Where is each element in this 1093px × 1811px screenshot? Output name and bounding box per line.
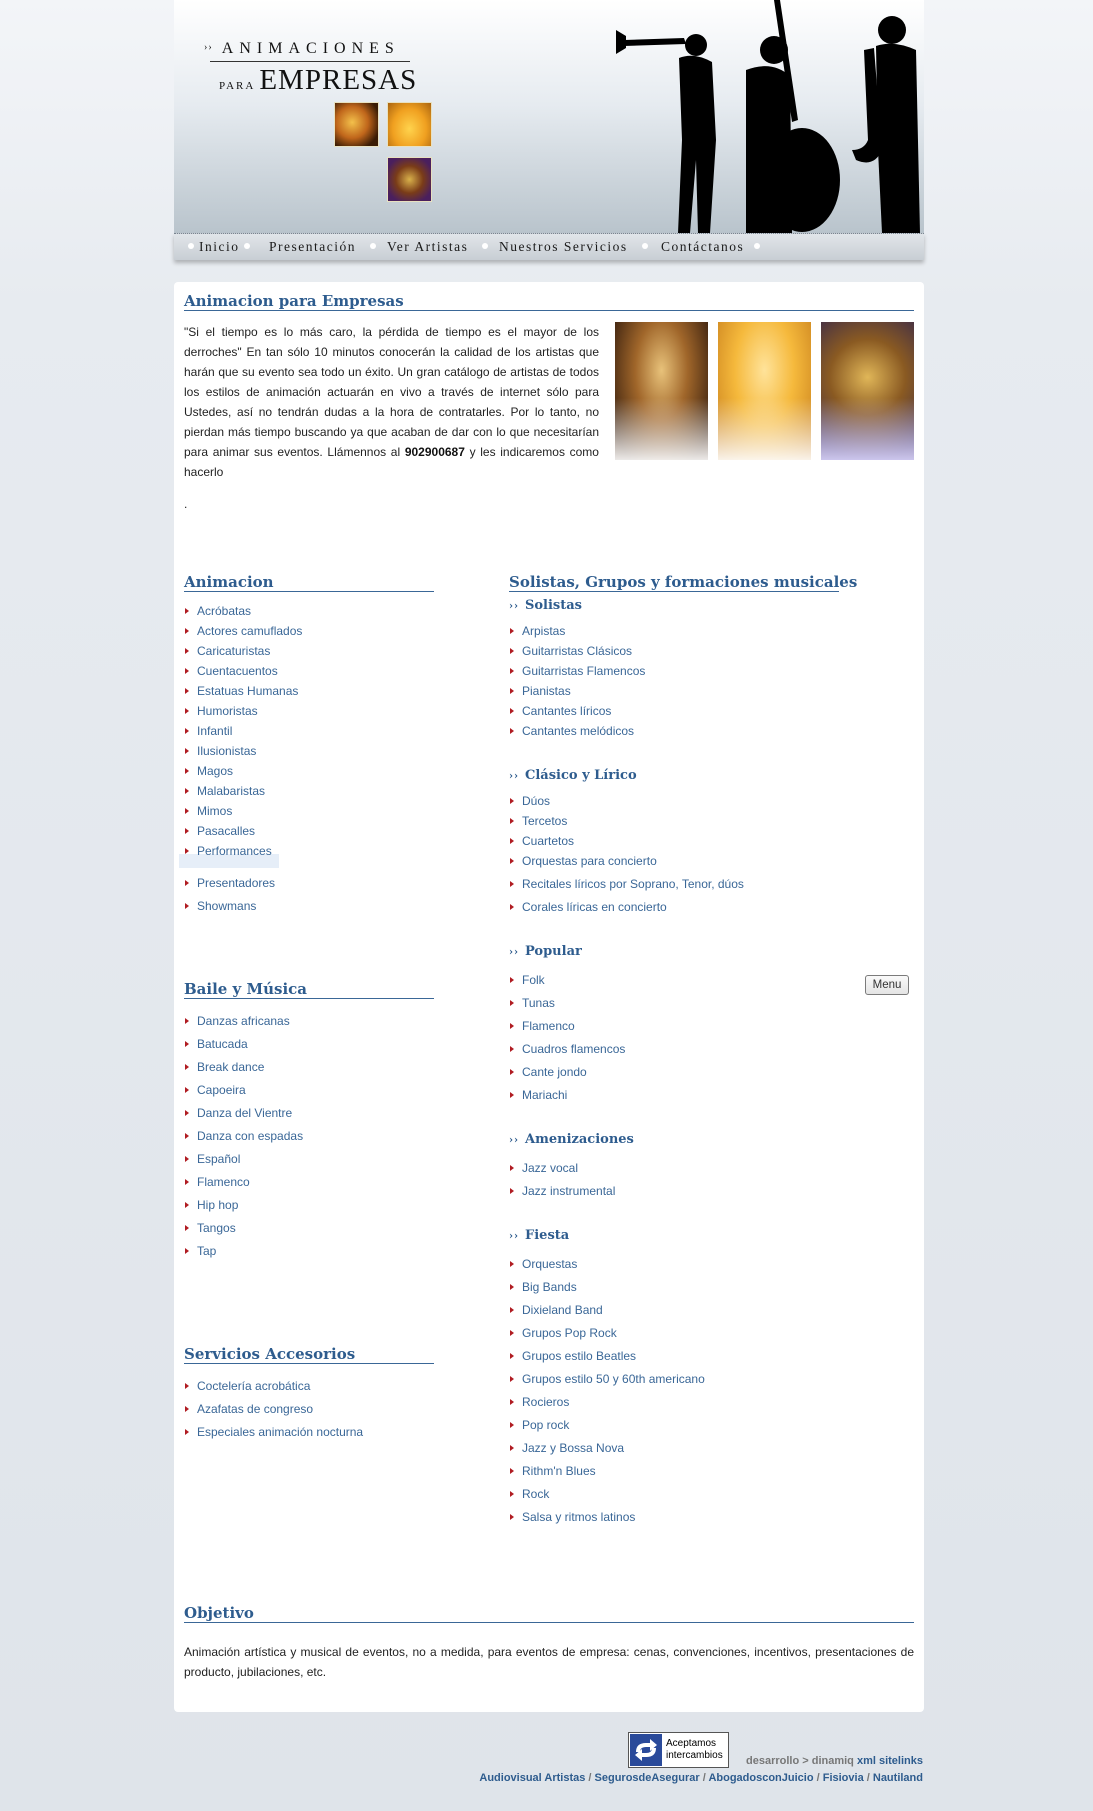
clasico-list (509, 794, 744, 923)
content-panel (174, 282, 924, 1712)
nav-presentacion[interactable]: Presentación (269, 239, 356, 254)
list-item[interactable]: Danza con espadas (184, 1129, 303, 1152)
animacion-title: Animacion (184, 573, 274, 591)
desarrollo-link[interactable]: desarrollo > dinamiq (746, 1755, 854, 1767)
list-item[interactable]: Cante jondo (509, 1065, 625, 1088)
servicios-list (184, 1379, 363, 1448)
list-item[interactable]: Pianistas (509, 684, 645, 704)
exchange-badge[interactable]: Aceptamos intercambios (628, 1732, 729, 1768)
list-item[interactable]: Tunas (509, 996, 625, 1019)
dancer-thumbnail (387, 102, 432, 147)
list-item[interactable]: Dúos (509, 794, 744, 814)
list-item[interactable]: Performances (184, 844, 302, 864)
baile-title: Baile y Música (184, 980, 308, 998)
fiesta-title: ›› Fiesta (509, 1228, 570, 1243)
servicios-rule (184, 1363, 434, 1364)
intro-title: Animacion para Empresas (184, 292, 404, 310)
masks-thumbnail (387, 157, 432, 202)
amenizaciones-list (509, 1161, 615, 1207)
list-item[interactable]: Jazz instrumental (509, 1184, 615, 1207)
list-item[interactable]: Rocieros (509, 1395, 705, 1418)
list-item[interactable]: Cantantes líricos (509, 704, 645, 724)
list-item[interactable]: Folk (509, 973, 625, 996)
solistas-title: ›› Solistas (509, 598, 583, 613)
list-item[interactable]: Guitarristas Clásicos (509, 644, 645, 664)
list-item[interactable]: Arpistas (509, 624, 645, 644)
list-item[interactable]: Grupos estilo Beatles (509, 1349, 705, 1372)
list-item[interactable]: Cuadros flamencos (509, 1042, 625, 1065)
list-item[interactable]: Orquestas para concierto (509, 854, 744, 877)
nav-nuestros-servicios[interactable]: Nuestros Servicios (499, 239, 628, 254)
nav-bullet-icon (754, 243, 760, 249)
list-item[interactable]: Danzas africanas (184, 1014, 303, 1037)
list-item[interactable]: Corales líricas en concierto (509, 900, 744, 923)
animacion-list-2 (184, 876, 275, 922)
list-item[interactable]: Especiales animación nocturna (184, 1425, 363, 1448)
list-item[interactable]: Mimos (184, 804, 302, 824)
list-item[interactable]: Flamenco (509, 1019, 625, 1042)
nav-bullet-icon (370, 243, 376, 249)
animacion-rule (184, 591, 434, 592)
site-header (174, 0, 924, 262)
list-item[interactable]: Cuartetos (509, 834, 744, 854)
list-item[interactable]: Showmans (184, 899, 275, 922)
list-item[interactable]: Grupos estilo 50 y 60th americano (509, 1372, 705, 1395)
masks-photo (821, 322, 914, 460)
nav-inicio[interactable]: Inicio (199, 239, 240, 254)
list-item[interactable]: Malabaristas (184, 784, 302, 804)
musica-title: Solistas, Grupos y formaciones musicales (509, 573, 858, 591)
list-item[interactable]: Acróbatas (184, 604, 302, 624)
footer-link[interactable]: SegurosdeAsegurar (594, 1772, 700, 1784)
list-item[interactable]: Rock (509, 1487, 705, 1510)
list-item[interactable]: Danza del Vientre (184, 1106, 303, 1129)
nav-contactanos[interactable]: Contáctanos (661, 239, 745, 254)
list-item[interactable]: Cuentacuentos (184, 664, 302, 684)
list-item[interactable]: Humoristas (184, 704, 302, 724)
list-item[interactable]: Magos (184, 764, 302, 784)
list-item[interactable]: Jazz y Bossa Nova (509, 1441, 705, 1464)
objetivo-text: Animación artística y musical de eventos, no a medida, para eventos de empresa: cenas, convenciones, incentivos, presentaciones de producto, jubilaciones, etc. (184, 1645, 914, 1679)
list-item[interactable]: Pasacalles (184, 824, 302, 844)
popular-list (509, 973, 625, 1111)
list-item[interactable]: Mariachi (509, 1088, 625, 1111)
exchange-icon (630, 1734, 662, 1766)
list-item[interactable]: Caricaturistas (184, 644, 302, 664)
footer-link[interactable]: Nautiland (872, 1772, 923, 1784)
list-item[interactable]: Infantil (184, 724, 302, 744)
intro-text: "Si el tiempo es lo más caro, la pérdida de tiempo es el mayor de los derroches" En tan sólo 10 minutos conocerán la calidad de los artistas que harán que su evento sea todo un éxito. Un gran catálogo de artistas de todos los estilos de animación actuarán en vivo a través de internet sólo para Ustedes, así no tendrán dudas a la hora de contratarles. Por lo tanto, no pierdan más tiempo buscando ya que acaban de dar con lo que necesitarían para animar sus eventos. Llámennos al 902900687 y les indicaremos como hacerlo (184, 325, 599, 479)
list-item[interactable]: Salsa y ritmos latinos (509, 1510, 705, 1533)
musica-rule (509, 591, 839, 592)
list-item[interactable]: Big Bands (509, 1280, 705, 1303)
list-item[interactable]: Azafatas de congreso (184, 1402, 363, 1425)
dancer-photo (718, 322, 811, 460)
list-item[interactable]: Guitarristas Flamencos (509, 664, 645, 684)
intro-dot: . (184, 497, 188, 511)
intro-title-rule (184, 310, 914, 311)
list-item[interactable]: Rithm'n Blues (509, 1464, 705, 1487)
logo-line2[interactable]: PARA EMPRESAS (219, 64, 418, 96)
list-item[interactable]: Actores camuflados (184, 624, 302, 644)
main-nav (174, 233, 924, 260)
list-item[interactable]: Estatuas Humanas (184, 684, 302, 704)
menu-button[interactable]: Menu (865, 975, 909, 995)
list-item[interactable]: Presentadores (184, 876, 275, 899)
logo-divider (210, 61, 410, 62)
list-item[interactable]: Orquestas (509, 1257, 705, 1280)
list-item[interactable]: Ilusionistas (184, 744, 302, 764)
amenizaciones-title: ›› Amenizaciones (509, 1132, 634, 1147)
musicians-silhouette (594, 0, 924, 233)
footer-links: Audiovisual Artistas / SegurosdeAsegurar / AbogadosconJuicio / Fisiovia / Nautiland (479, 1772, 923, 1784)
fiesta-list (509, 1257, 705, 1533)
footer-link[interactable]: Audiovisual Artistas (479, 1772, 586, 1784)
drummer-photo (615, 322, 708, 460)
solistas-list (509, 624, 645, 744)
list-item[interactable]: Flamenco (184, 1175, 303, 1198)
nav-bullet-icon (244, 243, 250, 249)
nav-ver-artistas[interactable]: Ver Artistas (387, 239, 469, 254)
animacion-list (184, 604, 302, 864)
nav-bullet-icon (482, 243, 488, 249)
list-item[interactable]: Tangos (184, 1221, 303, 1244)
list-item[interactable]: Break dance (184, 1060, 303, 1083)
list-item[interactable]: Pop rock (509, 1418, 705, 1441)
list-item[interactable]: Cantantes melódicos (509, 724, 645, 744)
list-item[interactable]: Grupos Pop Rock (509, 1326, 705, 1349)
drum-thumbnail (334, 102, 379, 147)
header-banner (174, 0, 924, 233)
nav-bullet-icon (188, 243, 194, 249)
objetivo-rule (184, 1622, 914, 1623)
list-item[interactable]: Español (184, 1152, 303, 1175)
list-item[interactable]: Batucada (184, 1037, 303, 1060)
baile-list (184, 1014, 303, 1267)
objetivo-title: Objetivo (184, 1604, 254, 1622)
clasico-title: ›› Clásico y Lírico (509, 768, 637, 783)
footer-link[interactable]: Fisiovia (822, 1772, 864, 1784)
popular-title: ›› Popular (509, 944, 582, 959)
list-item[interactable]: Tercetos (509, 814, 744, 834)
list-item[interactable]: Tap (184, 1244, 303, 1267)
logo-line1[interactable]: ›› ANIMACIONES (204, 40, 400, 57)
phone-number: 902900687 (404, 445, 465, 459)
list-item[interactable]: Hip hop (184, 1198, 303, 1221)
servicios-title: Servicios Accesorios (184, 1345, 356, 1363)
credits (746, 1755, 923, 1767)
nav-bullet-icon (642, 243, 648, 249)
footer-link[interactable]: AbogadosconJuicio (708, 1772, 814, 1784)
list-item[interactable]: Coctelería acrobática (184, 1379, 363, 1402)
list-item[interactable]: Dixieland Band (509, 1303, 705, 1326)
xml-sitelinks-link[interactable]: xml sitelinks (856, 1755, 923, 1767)
list-item[interactable]: Jazz vocal (509, 1161, 615, 1184)
list-item[interactable]: Recitales líricos por Soprano, Tenor, dúos (509, 877, 744, 900)
list-item[interactable]: Capoeira (184, 1083, 303, 1106)
baile-rule (184, 998, 434, 999)
